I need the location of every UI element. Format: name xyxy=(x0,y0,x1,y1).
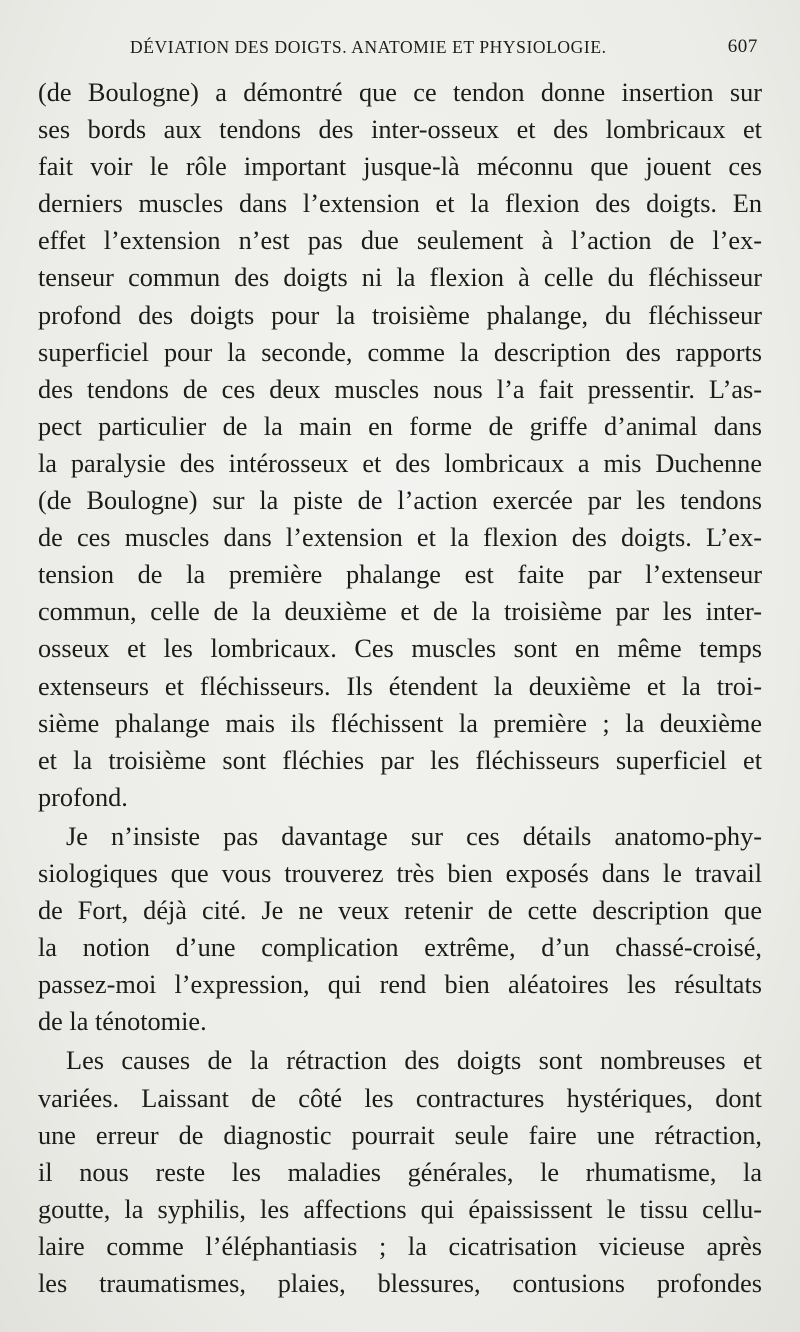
text-line: (de Boulogne) a démontré que ce tendon donne insertion sur xyxy=(38,78,762,107)
text-line: la paralysie des intérosseux et des lombricaux a mis Duchenne xyxy=(38,448,762,478)
text-line: la notion d’une complication extrême, d’un chassé-croisé, xyxy=(38,933,762,963)
text-line: Je n’insiste pas davantage sur ces détails anatomo-phy- xyxy=(66,821,762,851)
text-line: laire comme l’éléphantiasis ; la cicatrisation vicieuse après xyxy=(38,1231,762,1261)
text-line: extenseurs et fléchisseurs. Ils étendent la deuxième et la troi- xyxy=(38,671,762,701)
text-line: pect particulier de la main en forme de griffe d’animal dans xyxy=(38,411,762,441)
text-line: tension de la première phalange est faite par l’extenseur xyxy=(38,560,762,590)
text-line: superficiel pour la seconde, comme la description des rapports xyxy=(38,337,762,367)
text-line: commun, celle de la deuxième et de la troisième par les inter- xyxy=(38,597,762,627)
text-line: passez-moi l’expression, qui rend bien aléatoires les résultats xyxy=(38,970,762,1000)
text-line: variées. Laissant de côté les contractures hystériques, dont xyxy=(38,1083,762,1113)
text-line: tenseur commun des doigts ni la flexion à celle du fléchisseur xyxy=(38,263,762,293)
text-line: les traumatismes, plaies, blessures, contusions profondes xyxy=(38,1269,762,1298)
text-line: il nous reste les maladies générales, le rhumatisme, la xyxy=(38,1157,762,1187)
text-line: Les causes de la rétraction des doigts sont nombreuses et xyxy=(66,1046,762,1076)
text-line: une erreur de diagnostic pourrait seule faire une rétraction, xyxy=(38,1120,762,1150)
text-line: profond. xyxy=(38,782,128,812)
text-line: de ces muscles dans l’extension et la flexion des doigts. L’ex- xyxy=(38,523,762,553)
text-line: profond des doigts pour la troisième phalange, du fléchisseur xyxy=(38,300,762,330)
text-line: ses bords aux tendons des inter-osseux et des lombricaux et xyxy=(38,115,762,145)
text-line: de la ténotomie. xyxy=(38,1007,207,1037)
text-line: des tendons de ces deux muscles nous l’a fait pressentir. L’as- xyxy=(38,374,762,404)
text-line: goutte, la syphilis, les affections qui épaississent le tissu cellu- xyxy=(38,1194,762,1224)
text-line: derniers muscles dans l’extension et la flexion des doigts. En xyxy=(38,189,762,219)
text-line: (de Boulogne) sur la piste de l’action exercée par les tendons xyxy=(38,486,762,516)
text-line: de Fort, déjà cité. Je ne veux retenir de cette description que xyxy=(38,896,762,926)
text-line: fait voir le rôle important jusque-là méconnu que jouent ces xyxy=(38,152,762,182)
paragraph xyxy=(38,818,762,1041)
paragraph xyxy=(38,74,762,816)
paragraph xyxy=(38,1042,762,1302)
text-line: sième phalange mais ils fléchissent la première ; la deuxième xyxy=(38,708,762,738)
body-text xyxy=(38,74,762,1302)
running-title: DÉVIATION DES DOIGTS. ANATOMIE ET PHYSIOLOGIE. xyxy=(130,37,607,57)
text-line: siologiques que vous trouverez très bien exposés dans le travail xyxy=(38,858,762,888)
text-line: osseux et les lombricaux. Ces muscles sont en même temps xyxy=(38,634,762,664)
page-number: 607 xyxy=(727,36,758,57)
running-head xyxy=(38,34,762,60)
text-line: effet l’extension n’est pas due seulement à l’action de l’ex- xyxy=(38,226,762,256)
text-line: et la troisième sont fléchies par les fléchisseurs superficiel et xyxy=(38,745,762,775)
